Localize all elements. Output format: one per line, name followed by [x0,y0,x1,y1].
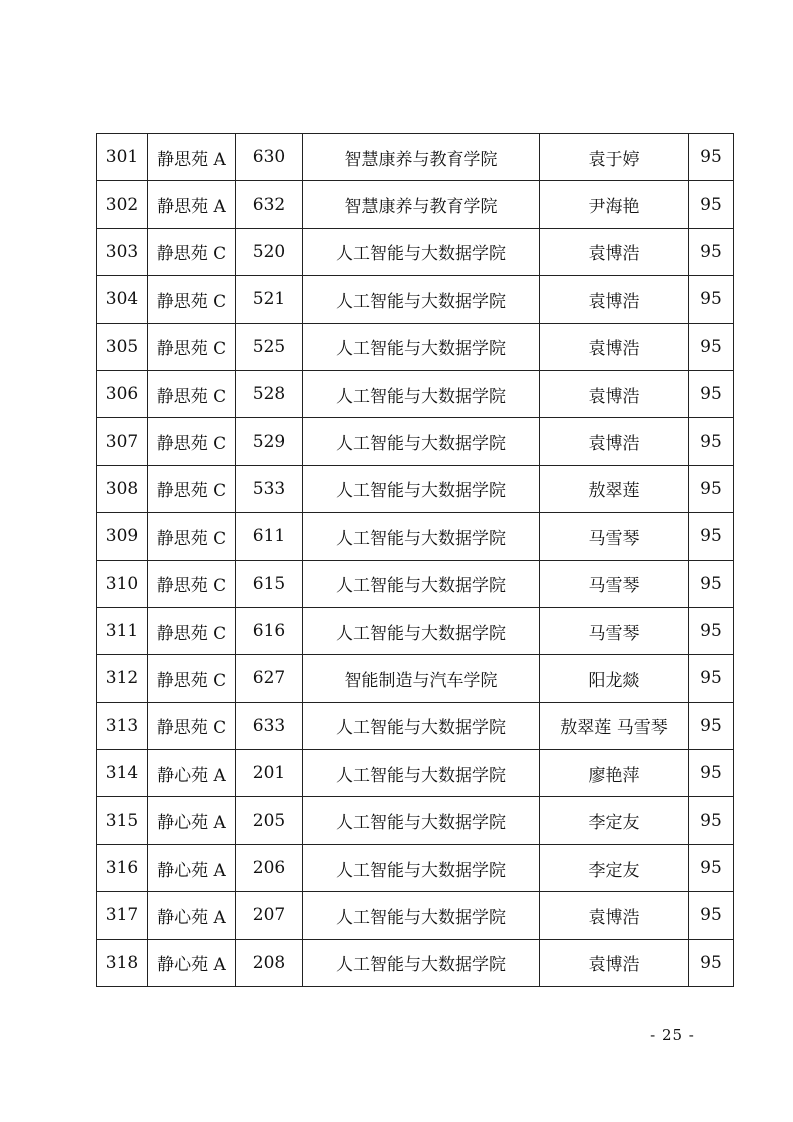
cell-college: 人工智能与大数据学院 [303,892,540,939]
cell-college: 人工智能与大数据学院 [303,939,540,986]
cell-room: 520 [236,228,303,275]
cell-building: 静思苑 A [148,181,236,228]
cell-room: 529 [236,418,303,465]
cell-number: 313 [97,702,148,749]
cell-building: 静思苑 C [148,418,236,465]
cell-person: 马雪琴 [540,560,689,607]
cell-score: 95 [689,797,734,844]
table-row [97,134,734,181]
cell-score: 95 [689,513,734,560]
cell-room: 208 [236,939,303,986]
cell-college: 人工智能与大数据学院 [303,702,540,749]
cell-number: 312 [97,655,148,702]
table-row [97,702,734,749]
cell-college: 人工智能与大数据学院 [303,607,540,654]
cell-college: 人工智能与大数据学院 [303,418,540,465]
cell-number: 316 [97,844,148,891]
cell-room: 207 [236,892,303,939]
cell-score: 95 [689,276,734,323]
cell-room: 206 [236,844,303,891]
cell-person: 袁博浩 [540,323,689,370]
table-row [97,465,734,512]
cell-building: 静思苑 C [148,702,236,749]
cell-person: 敖翠莲 马雪琴 [540,702,689,749]
cell-building: 静思苑 C [148,465,236,512]
cell-building: 静思苑 C [148,655,236,702]
cell-room: 528 [236,370,303,417]
cell-room: 525 [236,323,303,370]
cell-score: 95 [689,181,734,228]
table-row [97,513,734,560]
cell-building: 静思苑 C [148,370,236,417]
table-row [97,797,734,844]
cell-building: 静思苑 A [148,134,236,181]
cell-person: 袁博浩 [540,939,689,986]
cell-person: 廖艳萍 [540,750,689,797]
cell-number: 314 [97,750,148,797]
cell-college: 人工智能与大数据学院 [303,513,540,560]
cell-score: 95 [689,750,734,797]
table-row [97,607,734,654]
cell-building: 静心苑 A [148,797,236,844]
cell-college: 智慧康养与教育学院 [303,134,540,181]
cell-building: 静心苑 A [148,750,236,797]
cell-person: 尹海艳 [540,181,689,228]
cell-person: 阳龙燚 [540,655,689,702]
cell-number: 305 [97,323,148,370]
table-row [97,276,734,323]
cell-person: 敖翠莲 [540,465,689,512]
cell-building: 静思苑 C [148,560,236,607]
cell-college: 人工智能与大数据学院 [303,370,540,417]
cell-number: 308 [97,465,148,512]
table-row [97,844,734,891]
table-row [97,323,734,370]
cell-score: 95 [689,844,734,891]
cell-college: 人工智能与大数据学院 [303,465,540,512]
cell-person: 袁博浩 [540,418,689,465]
cell-person: 李定友 [540,844,689,891]
cell-room: 533 [236,465,303,512]
cell-number: 311 [97,607,148,654]
cell-number: 309 [97,513,148,560]
cell-room: 611 [236,513,303,560]
cell-building: 静心苑 A [148,844,236,891]
cell-building: 静思苑 C [148,276,236,323]
cell-person: 李定友 [540,797,689,844]
cell-building: 静心苑 A [148,892,236,939]
table-row [97,750,734,797]
cell-person: 马雪琴 [540,513,689,560]
cell-person: 袁博浩 [540,228,689,275]
cell-room: 201 [236,750,303,797]
cell-room: 616 [236,607,303,654]
cell-building: 静心苑 A [148,939,236,986]
cell-college: 人工智能与大数据学院 [303,323,540,370]
table-row [97,181,734,228]
page-number [0,1026,793,1044]
cell-score: 95 [689,418,734,465]
cell-number: 301 [97,134,148,181]
cell-number: 315 [97,797,148,844]
cell-score: 95 [689,134,734,181]
cell-score: 95 [689,465,734,512]
cell-person: 袁博浩 [540,370,689,417]
cell-number: 318 [97,939,148,986]
cell-score: 95 [689,892,734,939]
cell-score: 95 [689,370,734,417]
table-row [97,228,734,275]
cell-number: 304 [97,276,148,323]
cell-building: 静思苑 C [148,323,236,370]
table-row [97,370,734,417]
cell-score: 95 [689,607,734,654]
cell-score: 95 [689,939,734,986]
table-row [97,418,734,465]
cell-person: 袁于婷 [540,134,689,181]
cell-score: 95 [689,702,734,749]
cell-room: 521 [236,276,303,323]
cell-number: 307 [97,418,148,465]
cell-college: 人工智能与大数据学院 [303,750,540,797]
cell-person: 马雪琴 [540,607,689,654]
table-row [97,892,734,939]
table-row [97,560,734,607]
cell-room: 627 [236,655,303,702]
cell-person: 袁博浩 [540,276,689,323]
cell-room: 632 [236,181,303,228]
cell-room: 630 [236,134,303,181]
cell-score: 95 [689,560,734,607]
cell-room: 205 [236,797,303,844]
cell-building: 静思苑 C [148,513,236,560]
cell-room: 615 [236,560,303,607]
dorm-score-table [96,133,734,987]
cell-score: 95 [689,655,734,702]
cell-number: 306 [97,370,148,417]
cell-number: 317 [97,892,148,939]
cell-college: 人工智能与大数据学院 [303,797,540,844]
cell-college: 人工智能与大数据学院 [303,844,540,891]
cell-college: 人工智能与大数据学院 [303,560,540,607]
cell-number: 310 [97,560,148,607]
cell-college: 智慧康养与教育学院 [303,181,540,228]
cell-number: 303 [97,228,148,275]
cell-room: 633 [236,702,303,749]
table-row [97,655,734,702]
table-row [97,939,734,986]
table-body [97,134,734,987]
cell-building: 静思苑 C [148,228,236,275]
cell-score: 95 [689,323,734,370]
cell-person: 袁博浩 [540,892,689,939]
cell-score: 95 [689,228,734,275]
cell-college: 人工智能与大数据学院 [303,276,540,323]
cell-building: 静思苑 C [148,607,236,654]
cell-number: 302 [97,181,148,228]
page-number-label: - 25 - [650,1026,695,1044]
cell-college: 智能制造与汽车学院 [303,655,540,702]
cell-college: 人工智能与大数据学院 [303,228,540,275]
